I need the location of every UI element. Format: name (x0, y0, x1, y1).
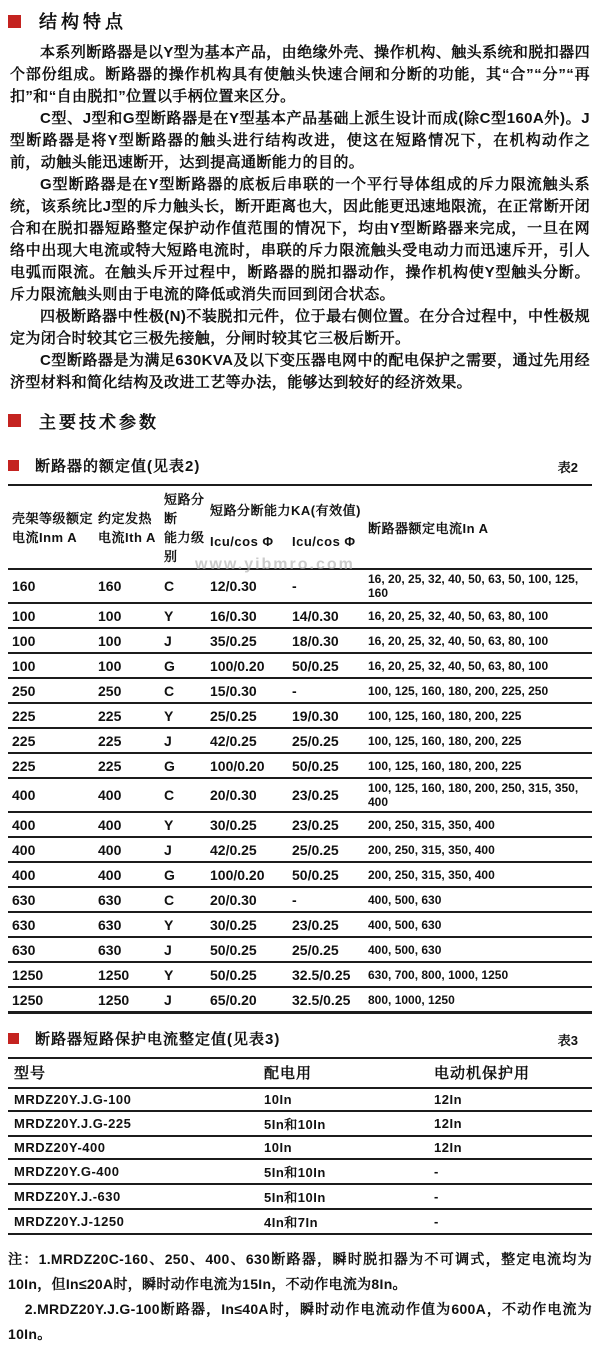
header-icu-1: Icu/cos Φ (210, 533, 274, 549)
cell-model: MRDZ20Y.G-400 (8, 1159, 258, 1184)
header-thermal-current: 约定发热 电流Ith A (98, 511, 156, 545)
cell-rated-current-list: 100, 125, 160, 180, 200, 225 (364, 703, 592, 728)
header-motor-protection: 电动机保护用 (434, 1065, 531, 1082)
cell-class: G (160, 862, 206, 887)
note-1: 注：1.MRDZ20C-160、250、400、630断路器，瞬时脱扣器为不可调式，整定电流均为10In，但In≤20A时，瞬时动作电流为15In，不动作电流为8In。 (8, 1251, 592, 1292)
cell-icu-1: 25/0.25 (206, 703, 288, 728)
cell-motor-protection: 12In (428, 1088, 592, 1111)
cell-icu-1: 50/0.25 (206, 962, 288, 987)
cell-icu-1: 12/0.30 (206, 569, 288, 603)
table3-caption: 断路器短路保护电流整定值(见表3) (35, 1031, 281, 1048)
cell-inm: 225 (8, 703, 94, 728)
cell-ith: 100 (94, 628, 160, 653)
cell-rated-current-list: 400, 500, 630 (364, 937, 592, 962)
header-breaking-capacity: 短路分断能力KA(有效值) (210, 503, 361, 519)
cell-inm: 630 (8, 937, 94, 962)
table-row (8, 887, 592, 912)
cell-class: Y (160, 962, 206, 987)
red-square-bullet-icon (8, 15, 21, 28)
table-row (8, 1111, 592, 1136)
cell-class: Y (160, 603, 206, 628)
cell-ith: 400 (94, 812, 160, 837)
cell-inm: 160 (8, 569, 94, 603)
body-paragraphs (10, 42, 590, 394)
cell-inm: 100 (8, 628, 94, 653)
table-row (8, 987, 592, 1013)
table-row (8, 728, 592, 753)
paragraph: 四极断路器中性极(N)不装脱扣元件，位于最右侧位置。在分合过程中，中性极规定为闭合时较其它三极先接触，分闸时较其它三极后断开。 (10, 308, 590, 347)
header-model: 型号 (14, 1065, 47, 1082)
cell-ith: 630 (94, 937, 160, 962)
header-distribution: 配电用 (264, 1065, 313, 1082)
cell-distribution: 10In (258, 1136, 428, 1159)
table-row (8, 1159, 592, 1184)
cell-inm: 100 (8, 653, 94, 678)
table-row (8, 1209, 592, 1234)
cell-icu-2: - (288, 678, 364, 703)
cell-icu-1: 50/0.25 (206, 937, 288, 962)
table3-label: 表3 (557, 1033, 578, 1048)
cell-icu-2: 23/0.25 (288, 812, 364, 837)
rated-values-table (8, 484, 592, 1014)
table-row (8, 912, 592, 937)
cell-model: MRDZ20Y.J.-630 (8, 1184, 258, 1209)
table-row (8, 812, 592, 837)
cell-icu-2: 25/0.25 (288, 837, 364, 862)
cell-inm: 225 (8, 728, 94, 753)
cell-class: G (160, 753, 206, 778)
cell-icu-1: 42/0.25 (206, 728, 288, 753)
cell-icu-1: 100/0.20 (206, 653, 288, 678)
header-icu-2: Icu/cos Φ (292, 533, 356, 549)
cell-ith: 225 (94, 728, 160, 753)
header-rated-current: 断路器额定电流In A (368, 520, 489, 536)
cell-motor-protection: - (428, 1209, 592, 1234)
section-title: 结构特点 (39, 12, 127, 32)
cell-inm: 1250 (8, 962, 94, 987)
table-row (8, 962, 592, 987)
cell-icu-2: 23/0.25 (288, 912, 364, 937)
cell-icu-2: 23/0.25 (288, 778, 364, 812)
cell-ith: 100 (94, 653, 160, 678)
cell-model: MRDZ20Y-400 (8, 1136, 258, 1159)
table-row (8, 678, 592, 703)
cell-rated-current-list: 800, 1000, 1250 (364, 987, 592, 1013)
paragraph: G型断路器是在Y型断路器的底板后串联的一个平行导体组成的斥力限流触头系统，该系统比J型的斥力触头长，断开距离也大，因此能更迅速地限流，在正常断开闭合和在脱扣器短路整定保护动作值范围的情况下，均由Y型断路器来完成，一旦在网络中出现大电流或特大短路电流时，串联的斥力限流触头受电动力而迅速斥开，引人电弧而限流。在触头斥开过程中，断路器的脱扣器动作，操作机构使Y型触头分断。斥力限流触头则由于电流的降低或消失而回到闭合状态。 (10, 176, 590, 303)
table3-caption-row (8, 1028, 592, 1049)
cell-distribution: 5In和10In (258, 1184, 428, 1209)
cell-ith: 100 (94, 603, 160, 628)
cell-rated-current-list: 630, 700, 800, 1000, 1250 (364, 962, 592, 987)
red-square-bullet-icon (8, 1033, 19, 1044)
protection-setting-table (8, 1057, 592, 1235)
cell-icu-1: 100/0.20 (206, 862, 288, 887)
cell-icu-2: 18/0.30 (288, 628, 364, 653)
cell-icu-2: 50/0.25 (288, 653, 364, 678)
table-row (8, 837, 592, 862)
table-row (8, 862, 592, 887)
cell-icu-1: 35/0.25 (206, 628, 288, 653)
table-row (8, 653, 592, 678)
cell-icu-1: 30/0.25 (206, 812, 288, 837)
cell-icu-2: 50/0.25 (288, 753, 364, 778)
cell-rated-current-list: 16, 20, 25, 32, 40, 50, 63, 80, 100 (364, 628, 592, 653)
cell-ith: 400 (94, 778, 160, 812)
paragraph: C型断路器是为满足630KVA及以下变压器电网中的配电保护之需要，通过先用经济型材料和简化结构及改进工艺等办法，能够达到较好的经济效果。 (10, 352, 590, 391)
table-row (8, 753, 592, 778)
cell-icu-2: 14/0.30 (288, 603, 364, 628)
cell-class: C (160, 887, 206, 912)
cell-icu-2: - (288, 887, 364, 912)
cell-icu-1: 100/0.20 (206, 753, 288, 778)
section-structure-features (8, 8, 592, 34)
cell-class: Y (160, 812, 206, 837)
header-frame-current: 壳架等级额定 电流Inm A (12, 511, 94, 545)
cell-rated-current-list: 400, 500, 630 (364, 912, 592, 937)
cell-icu-1: 65/0.20 (206, 987, 288, 1013)
cell-class: C (160, 569, 206, 603)
cell-motor-protection: 12In (428, 1111, 592, 1136)
cell-class: Y (160, 703, 206, 728)
cell-icu-1: 20/0.30 (206, 887, 288, 912)
cell-rated-current-list: 16, 20, 25, 32, 40, 50, 63, 80, 100 (364, 653, 592, 678)
cell-distribution: 5In和10In (258, 1111, 428, 1136)
paragraph: 本系列断路器是以Y型为基本产品，由绝缘外壳、操作机构、触头系统和脱扣器四个部份组成。断路器的操作机构具有使触头快速合闸和分断的功能，其“合”“分”“再扣”和“自由脱扣”位置以手柄位置来区分。 (10, 44, 590, 105)
cell-icu-1: 16/0.30 (206, 603, 288, 628)
cell-inm: 100 (8, 603, 94, 628)
table-row (8, 937, 592, 962)
red-square-bullet-icon (8, 460, 19, 471)
cell-ith: 225 (94, 703, 160, 728)
cell-icu-2: 19/0.30 (288, 703, 364, 728)
cell-icu-1: 42/0.25 (206, 837, 288, 862)
cell-inm: 1250 (8, 987, 94, 1013)
cell-ith: 225 (94, 753, 160, 778)
cell-rated-current-list: 200, 250, 315, 350, 400 (364, 862, 592, 887)
section-main-parameters (8, 408, 592, 433)
cell-class: J (160, 837, 206, 862)
cell-icu-2: 32.5/0.25 (288, 987, 364, 1013)
table-row (8, 1184, 592, 1209)
cell-ith: 630 (94, 887, 160, 912)
cell-icu-2: - (288, 569, 364, 603)
table2-caption: 断路器的额定值(见表2) (35, 458, 201, 475)
cell-model: MRDZ20Y.J.G-225 (8, 1111, 258, 1136)
cell-rated-current-list: 16, 20, 25, 32, 40, 50, 63, 50, 100, 125, 160 (364, 569, 592, 603)
cell-inm: 250 (8, 678, 94, 703)
table-row (8, 603, 592, 628)
cell-icu-2: 50/0.25 (288, 862, 364, 887)
cell-class: J (160, 987, 206, 1013)
cell-model: MRDZ20Y.J.G-100 (8, 1088, 258, 1111)
cell-class: J (160, 937, 206, 962)
cell-distribution: 10In (258, 1088, 428, 1111)
table-row (8, 569, 592, 603)
cell-motor-protection: - (428, 1159, 592, 1184)
cell-ith: 400 (94, 837, 160, 862)
cell-inm: 400 (8, 778, 94, 812)
table-row (8, 1088, 592, 1111)
cell-icu-2: 25/0.25 (288, 937, 364, 962)
cell-inm: 400 (8, 862, 94, 887)
footnotes (8, 1247, 592, 1347)
table-row (8, 628, 592, 653)
watermark: www.yibmro.com (195, 556, 355, 573)
cell-ith: 160 (94, 569, 160, 603)
cell-class: G (160, 653, 206, 678)
cell-ith: 250 (94, 678, 160, 703)
cell-icu-1: 20/0.30 (206, 778, 288, 812)
cell-rated-current-list: 16, 20, 25, 32, 40, 50, 63, 80, 100 (364, 603, 592, 628)
cell-icu-1: 15/0.30 (206, 678, 288, 703)
cell-ith: 630 (94, 912, 160, 937)
cell-class: C (160, 678, 206, 703)
table-row (8, 778, 592, 812)
cell-rated-current-list: 200, 250, 315, 350, 400 (364, 812, 592, 837)
cell-rated-current-list: 400, 500, 630 (364, 887, 592, 912)
cell-distribution: 5In和10In (258, 1159, 428, 1184)
note-2: 2.MRDZ20Y.J.G-100断路器，In≤40A时，瞬时动作电流动作值为600A，不动作电流为10In。 (8, 1301, 592, 1342)
cell-ith: 1250 (94, 962, 160, 987)
cell-motor-protection: - (428, 1184, 592, 1209)
cell-inm: 400 (8, 837, 94, 862)
cell-class: J (160, 628, 206, 653)
cell-rated-current-list: 100, 125, 160, 180, 200, 225, 250 (364, 678, 592, 703)
cell-class: C (160, 778, 206, 812)
cell-inm: 225 (8, 753, 94, 778)
cell-rated-current-list: 100, 125, 160, 180, 200, 250, 315, 350, 400 (364, 778, 592, 812)
cell-icu-2: 32.5/0.25 (288, 962, 364, 987)
cell-class: J (160, 728, 206, 753)
cell-motor-protection: 12In (428, 1136, 592, 1159)
cell-icu-2: 25/0.25 (288, 728, 364, 753)
cell-icu-1: 30/0.25 (206, 912, 288, 937)
cell-rated-current-list: 100, 125, 160, 180, 200, 225 (364, 753, 592, 778)
cell-distribution: 4In和7In (258, 1209, 428, 1234)
cell-class: Y (160, 912, 206, 937)
cell-ith: 1250 (94, 987, 160, 1013)
cell-rated-current-list: 200, 250, 315, 350, 400 (364, 837, 592, 862)
cell-inm: 630 (8, 887, 94, 912)
table2-caption-row (8, 455, 592, 476)
cell-inm: 400 (8, 812, 94, 837)
cell-ith: 400 (94, 862, 160, 887)
paragraph: C型、J型和G型断路器是在Y型基本产品基础上派生设计而成(除C型160A外)。J型断路器是将Y型断路器的触头进行结构改进，使这在短路情况下，在机构动作之前，动触头能迅速断开，达到提高通断能力的目的。 (10, 110, 590, 171)
red-square-bullet-icon (8, 414, 21, 427)
cell-inm: 630 (8, 912, 94, 937)
table2-label: 表2 (557, 460, 578, 475)
table-row (8, 703, 592, 728)
section-title: 主要技术参数 (39, 413, 159, 432)
header-breaking-class: 短路分断 能力级别 (164, 492, 205, 564)
cell-rated-current-list: 100, 125, 160, 180, 200, 225 (364, 728, 592, 753)
table-row (8, 1136, 592, 1159)
cell-model: MRDZ20Y.J-1250 (8, 1209, 258, 1234)
